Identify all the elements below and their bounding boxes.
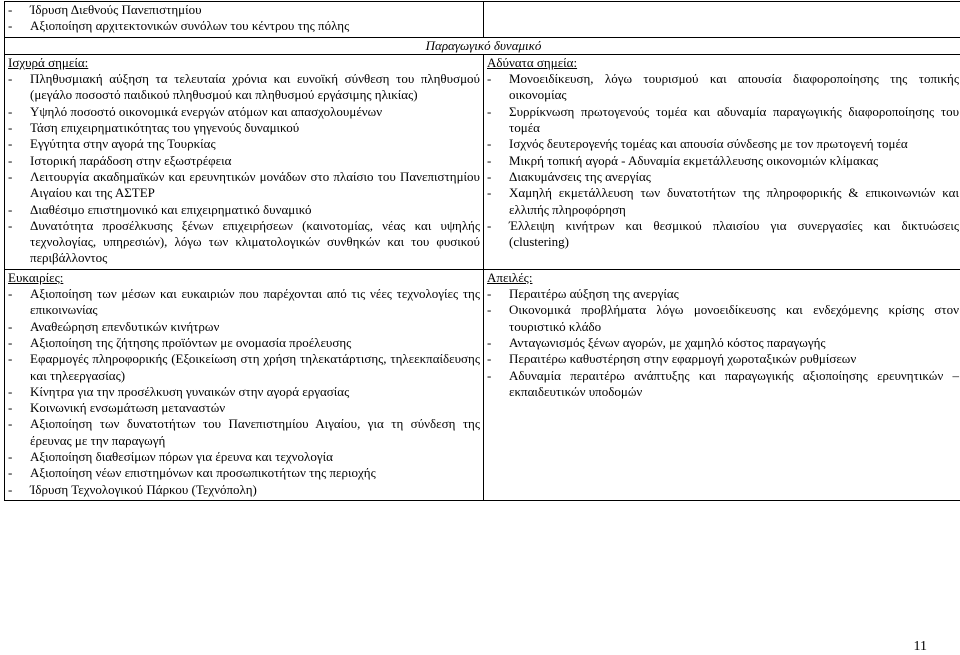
threats-cell	[484, 269, 960, 500]
list-item-text: Ίδρυση Τεχνολογικού Πάρκου (Τεχνόπολη)	[30, 482, 480, 498]
list-item	[8, 218, 480, 267]
list-dash: -	[487, 351, 509, 367]
list-item	[8, 400, 480, 416]
list-item-text: Αναθεώρηση επενδυτικών κινήτρων	[30, 319, 480, 335]
list-dash: -	[8, 120, 30, 136]
list-item-text: Αξιοποίηση αρχιτεκτονικών συνόλων του κέντρου της πόλης	[30, 18, 480, 34]
list-item-text: Διακυμάνσεις της ανεργίας	[509, 169, 959, 185]
weaknesses-title: Αδύνατα σημεία:	[487, 55, 959, 71]
list-item	[487, 302, 959, 335]
list-item-text: Εφαρμογές πληροφορικής (Εξοικείωση στη χρήση τηλεκατάρτισης, τηλεεκπαίδευσης και τηλεεργασίας)	[30, 351, 480, 384]
list-item-text: Αξιοποίηση των δυνατοτήτων του Πανεπιστημίου Αιγαίου, για τη σύνδεση της έρευνας με την παραγωγή	[30, 416, 480, 449]
list-item	[487, 153, 959, 169]
list-item-text: Αδυναμία περαιτέρω ανάπτυξης και παραγωγικής αξιοποίησης ερευνητικών – εκπαιδευτικών υποδομών	[509, 368, 959, 401]
list-dash: -	[487, 218, 509, 251]
list-item	[487, 351, 959, 367]
list-item-text: Μικρή τοπική αγορά - Αδυναμία εκμετάλλευσης οικονομιών κλίμακας	[509, 153, 959, 169]
list-item	[487, 286, 959, 302]
list-dash: -	[8, 18, 30, 34]
list-dash: -	[487, 136, 509, 152]
list-dash: -	[8, 2, 30, 18]
list-dash: -	[8, 71, 30, 104]
page-number: 11	[914, 639, 927, 655]
list-item	[8, 449, 480, 465]
list-item-text: Κίνητρα για την προσέλκυση γυναικών στην αγορά εργασίας	[30, 384, 480, 400]
list-dash: -	[487, 185, 509, 218]
list-item-text: Ίδρυση Διεθνούς Πανεπιστημίου	[30, 2, 480, 18]
list-item	[8, 169, 480, 202]
list-item-text: Ισχνός δευτερογενής τομέας και απουσία σύνδεσης με τον πρωτογενή τομέα	[509, 136, 959, 152]
top-empty-cell	[484, 2, 960, 38]
list-item	[8, 2, 480, 18]
top-row	[5, 2, 960, 38]
list-dash: -	[8, 449, 30, 465]
strengths-list	[8, 71, 480, 267]
list-item-text: Εγγύτητα στην αγορά της Τουρκίας	[30, 136, 480, 152]
list-dash: -	[487, 286, 509, 302]
list-item	[487, 136, 959, 152]
list-item	[8, 136, 480, 152]
list-item-text: Αξιοποίηση της ζήτησης προϊόντων με ονομασία προέλευσης	[30, 335, 480, 351]
list-item-text: Κοινωνική ενσωμάτωση μεταναστών	[30, 400, 480, 416]
list-item	[8, 153, 480, 169]
list-item	[487, 368, 959, 401]
list-item	[8, 465, 480, 481]
list-item-text: Λειτουργία ακαδημαϊκών και ερευνητικών μονάδων στο πλαίσιο του Πανεπιστημίου Αιγαίου και της ΑΣΤΕΡ	[30, 169, 480, 202]
opportunities-cell	[5, 269, 484, 500]
list-dash: -	[8, 136, 30, 152]
list-item	[8, 202, 480, 218]
list-item	[8, 104, 480, 120]
list-item	[8, 416, 480, 449]
list-dash: -	[487, 104, 509, 137]
opportunities-threats-row	[5, 269, 960, 500]
list-item	[487, 104, 959, 137]
list-dash: -	[8, 169, 30, 202]
strengths-cell	[5, 54, 484, 269]
list-dash: -	[8, 351, 30, 384]
list-item	[487, 185, 959, 218]
section-heading: Παραγωγικό δυναμικό	[5, 37, 960, 54]
list-item-text: Έλλειψη κινήτρων και θεσμικού πλαισίου για συνεργασίες και δικτυώσεις (clustering)	[509, 218, 959, 251]
list-dash: -	[8, 218, 30, 267]
list-item-text: Συρρίκνωση πρωτογενούς τομέα και αδυναμία παραγωγικής διαφοροποίησης του τομέα	[509, 104, 959, 137]
list-item	[8, 319, 480, 335]
list-item	[487, 218, 959, 251]
opportunities-title: Ευκαιρίες:	[8, 270, 480, 286]
list-item	[8, 384, 480, 400]
swot-table	[4, 1, 960, 501]
list-dash: -	[8, 319, 30, 335]
list-dash: -	[487, 302, 509, 335]
list-dash: -	[487, 368, 509, 401]
list-item-text: Περαιτέρω αύξηση της ανεργίας	[509, 286, 959, 302]
list-item	[8, 335, 480, 351]
list-item-text: Ανταγωνισμός ξένων αγορών, με χαμηλό κόστος παραγωγής	[509, 335, 959, 351]
list-item-text: Δυνατότητα προσέλκυσης ξένων επιχειρήσεων (καινοτομίας, νέας και υψηλής τεχνολογίας, υπηρεσιών), λόγω των κλιματολογικών συνθηκών και του φυσικού περιβάλλοντος	[30, 218, 480, 267]
top-items-cell	[5, 2, 484, 38]
list-dash: -	[487, 153, 509, 169]
section-heading-row	[5, 37, 960, 54]
list-dash: -	[8, 416, 30, 449]
list-item	[8, 71, 480, 104]
list-item	[8, 18, 480, 34]
list-item	[8, 351, 480, 384]
list-dash: -	[8, 400, 30, 416]
list-item	[487, 71, 959, 104]
list-dash: -	[8, 465, 30, 481]
list-dash: -	[8, 286, 30, 319]
list-item	[8, 120, 480, 136]
opportunities-list	[8, 286, 480, 498]
list-dash: -	[8, 384, 30, 400]
list-dash: -	[8, 482, 30, 498]
list-item-text: Περαιτέρω καθυστέρηση στην εφαρμογή χωροταξικών ρυθμίσεων	[509, 351, 959, 367]
list-item-text: Αξιοποίηση διαθεσίμων πόρων για έρευνα και τεχνολογία	[30, 449, 480, 465]
strengths-title: Ισχυρά σημεία:	[8, 55, 480, 71]
list-item-text: Αξιοποίηση των μέσων και ευκαιριών που παρέχονται από τις νέες τεχνολογίες της επικοινωνίας	[30, 286, 480, 319]
list-item	[487, 335, 959, 351]
threats-title: Απειλές:	[487, 270, 959, 286]
list-dash: -	[487, 335, 509, 351]
list-item	[8, 286, 480, 319]
top-items-list	[8, 2, 480, 35]
weaknesses-list	[487, 71, 959, 250]
list-item-text: Χαμηλή εκμετάλλευση των δυνατοτήτων της πληροφορικής & επικοινωνιών και ελλιπής πληροφόρηση	[509, 185, 959, 218]
list-item-text: Πληθυσμιακή αύξηση τα τελευταία χρόνια και ευνοϊκή σύνθεση του πληθυσμού (μεγάλο ποσοστό παιδικού πληθυσμού και πληθυσμού εργάσιμης ηλικίας)	[30, 71, 480, 104]
list-dash: -	[8, 335, 30, 351]
list-item-text: Τάση επιχειρηματικότητας του γηγενούς δυναμικού	[30, 120, 480, 136]
list-item-text: Υψηλό ποσοστό οικονομικά ενεργών ατόμων και απασχολουμένων	[30, 104, 480, 120]
list-item-text: Διαθέσιμο επιστημονικό και επιχειρηματικό δυναμικό	[30, 202, 480, 218]
list-dash: -	[8, 153, 30, 169]
list-item-text: Ιστορική παράδοση στην εξωστρέφεια	[30, 153, 480, 169]
strengths-weaknesses-row	[5, 54, 960, 269]
list-dash: -	[8, 202, 30, 218]
list-item-text: Οικονομικά προβλήματα λόγω μονοειδίκευσης και ενδεχόμενης κρίσης στον τουριστικό κλάδο	[509, 302, 959, 335]
list-dash: -	[487, 169, 509, 185]
list-item	[8, 482, 480, 498]
weaknesses-cell	[484, 54, 960, 269]
threats-list	[487, 286, 959, 400]
list-item-text: Αξιοποίηση νέων επιστημόνων και προσωπικοτήτων της περιοχής	[30, 465, 480, 481]
list-item	[487, 169, 959, 185]
list-dash: -	[8, 104, 30, 120]
list-item-text: Μονοειδίκευση, λόγω τουρισμού και απουσία διαφοροποίησης της τοπικής οικονομίας	[509, 71, 959, 104]
list-dash: -	[487, 71, 509, 104]
